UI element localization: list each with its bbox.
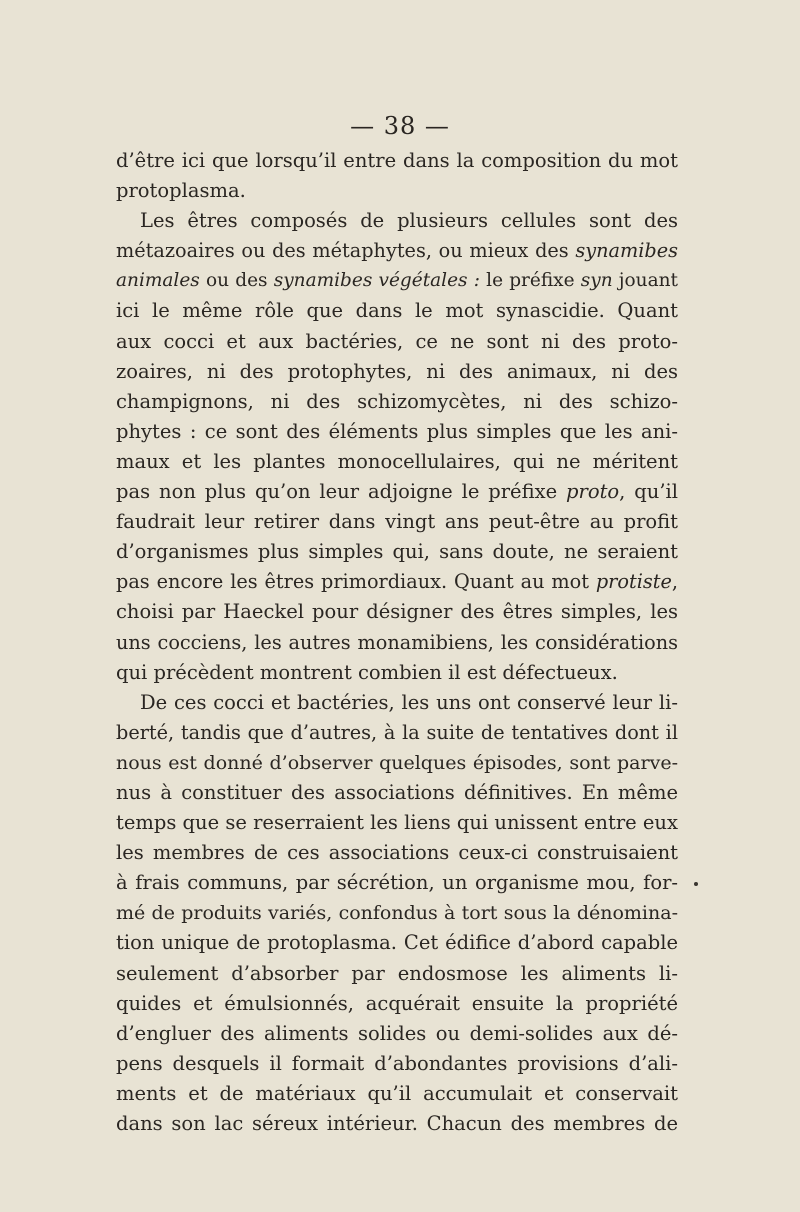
text-segment: pens desquels il formait d’abondantes provisions d’ali- bbox=[116, 1051, 678, 1075]
text-line bbox=[116, 688, 678, 718]
text-line bbox=[116, 266, 678, 296]
text-segment: seulement d’absorber par endosmose les aliments li- bbox=[116, 961, 678, 985]
italic-term: synamibes végétales : bbox=[273, 270, 480, 292]
text-line bbox=[116, 417, 678, 447]
text-segment: phytes : ce sont des éléments plus simples que les ani- bbox=[116, 419, 678, 443]
text-line bbox=[116, 1049, 678, 1079]
text-segment: d’organismes plus simples qui, sans doute, ne seraient bbox=[116, 540, 678, 564]
text-line bbox=[116, 597, 678, 627]
text-line bbox=[116, 387, 678, 417]
text-segment: le préfixe bbox=[479, 270, 581, 292]
text-segment: jouant bbox=[612, 270, 678, 292]
italic-term: animales bbox=[116, 270, 200, 292]
text-segment: maux et les plantes monocellulaires, qui ne méritent bbox=[116, 449, 678, 473]
text-segment: dans son lac séreux intérieur. Chacun des membres de bbox=[116, 1112, 678, 1135]
text-line bbox=[116, 1109, 678, 1139]
text-segment: aux cocci et aux bactéries, ce ne sont ni des proto- bbox=[116, 329, 678, 353]
text-line bbox=[116, 928, 678, 958]
text-segment: d’être ici que lorsqu’il entre dans la composition du mot bbox=[116, 149, 678, 172]
text-line bbox=[116, 808, 678, 838]
text-line bbox=[116, 718, 678, 748]
text-line bbox=[116, 778, 678, 808]
text-line bbox=[116, 567, 678, 597]
text-segment: nous est donné d’observer quelques épisodes, sont parve- bbox=[116, 751, 678, 774]
text-line bbox=[116, 447, 678, 477]
text-line bbox=[116, 236, 678, 266]
text-line bbox=[116, 176, 678, 206]
text-segment: protoplasma. bbox=[116, 179, 246, 203]
text-segment: pas non plus qu’on leur adjoigne le préfixe bbox=[116, 480, 567, 504]
text-segment: d’engluer des aliments solides ou demi-solides aux dé- bbox=[116, 1021, 678, 1045]
text-line bbox=[116, 628, 678, 658]
page-number: — 38 — bbox=[350, 112, 450, 140]
text-segment: qui précèdent montrent combien il est défectueux. bbox=[116, 660, 618, 684]
text-line bbox=[116, 507, 678, 537]
text-segment: métazoaires ou des métaphytes, ou mieux des bbox=[116, 239, 576, 263]
text-segment: ici le même rôle que dans le mot synascidie. Quant bbox=[116, 299, 678, 323]
text-segment: zoaires, ni des protophytes, ni des animaux, ni des bbox=[116, 359, 678, 383]
text-segment: tion unique de protoplasma. Cet édifice d’abord capable bbox=[116, 931, 678, 955]
italic-term: proto bbox=[566, 480, 620, 504]
text-line bbox=[116, 838, 678, 868]
text-segment: à frais communs, par sécrétion, un organisme mou, for- bbox=[116, 871, 678, 895]
text-segment: , qu’il bbox=[619, 480, 678, 504]
text-line bbox=[116, 1019, 678, 1049]
text-segment: mé de produits variés, confondus à tort sous la dénomina- bbox=[116, 902, 678, 925]
text-segment: berté, tandis que d’autres, à la suite de tentatives dont il bbox=[116, 720, 678, 744]
text-segment: temps que se reserraient les liens qui unissent entre eux bbox=[116, 811, 678, 835]
text-line bbox=[116, 327, 678, 357]
text-line bbox=[116, 868, 678, 898]
text-line bbox=[116, 537, 678, 567]
text-segment: Les êtres composés de plusieurs cellules sont des bbox=[140, 209, 678, 233]
text-line bbox=[116, 477, 678, 507]
text-line bbox=[116, 959, 678, 989]
text-segment: nus à constituer des associations définitives. En même bbox=[116, 780, 678, 804]
text-segment: quides et émulsionnés, acquérait ensuite la propriété bbox=[116, 991, 678, 1015]
text-line bbox=[116, 146, 678, 176]
italic-term: syn bbox=[580, 270, 613, 292]
text-segment: , bbox=[671, 570, 678, 594]
print-speck-mark bbox=[694, 882, 698, 886]
text-line bbox=[116, 1079, 678, 1109]
text-line bbox=[116, 658, 678, 688]
text-line bbox=[116, 296, 678, 326]
text-line bbox=[116, 748, 678, 778]
italic-term: protiste bbox=[595, 570, 672, 594]
italic-term: synamibes bbox=[575, 239, 678, 263]
text-segment: pas encore les êtres primordiaux. Quant au mot bbox=[116, 570, 596, 594]
text-segment: ments et de matériaux qu’il accumulait et conservait bbox=[116, 1081, 678, 1105]
text-line bbox=[116, 206, 678, 236]
text-line bbox=[116, 357, 678, 387]
body-text bbox=[116, 146, 678, 1139]
text-segment: faudrait leur retirer dans vingt ans peut-être au profit bbox=[116, 510, 678, 534]
text-segment: choisi par Haeckel pour désigner des êtres simples, les bbox=[116, 600, 678, 624]
text-segment: De ces cocci et bactéries, les uns ont conservé leur li- bbox=[140, 690, 678, 714]
text-line bbox=[116, 898, 678, 928]
text-segment: uns cocciens, les autres monamibiens, les considérations bbox=[116, 630, 678, 654]
text-segment: ou des bbox=[199, 270, 274, 292]
text-line bbox=[116, 989, 678, 1019]
text-segment: champignons, ni des schizomycètes, ni des schizo- bbox=[116, 389, 678, 413]
text-segment: les membres de ces associations ceux-ci construisaient bbox=[116, 841, 678, 865]
